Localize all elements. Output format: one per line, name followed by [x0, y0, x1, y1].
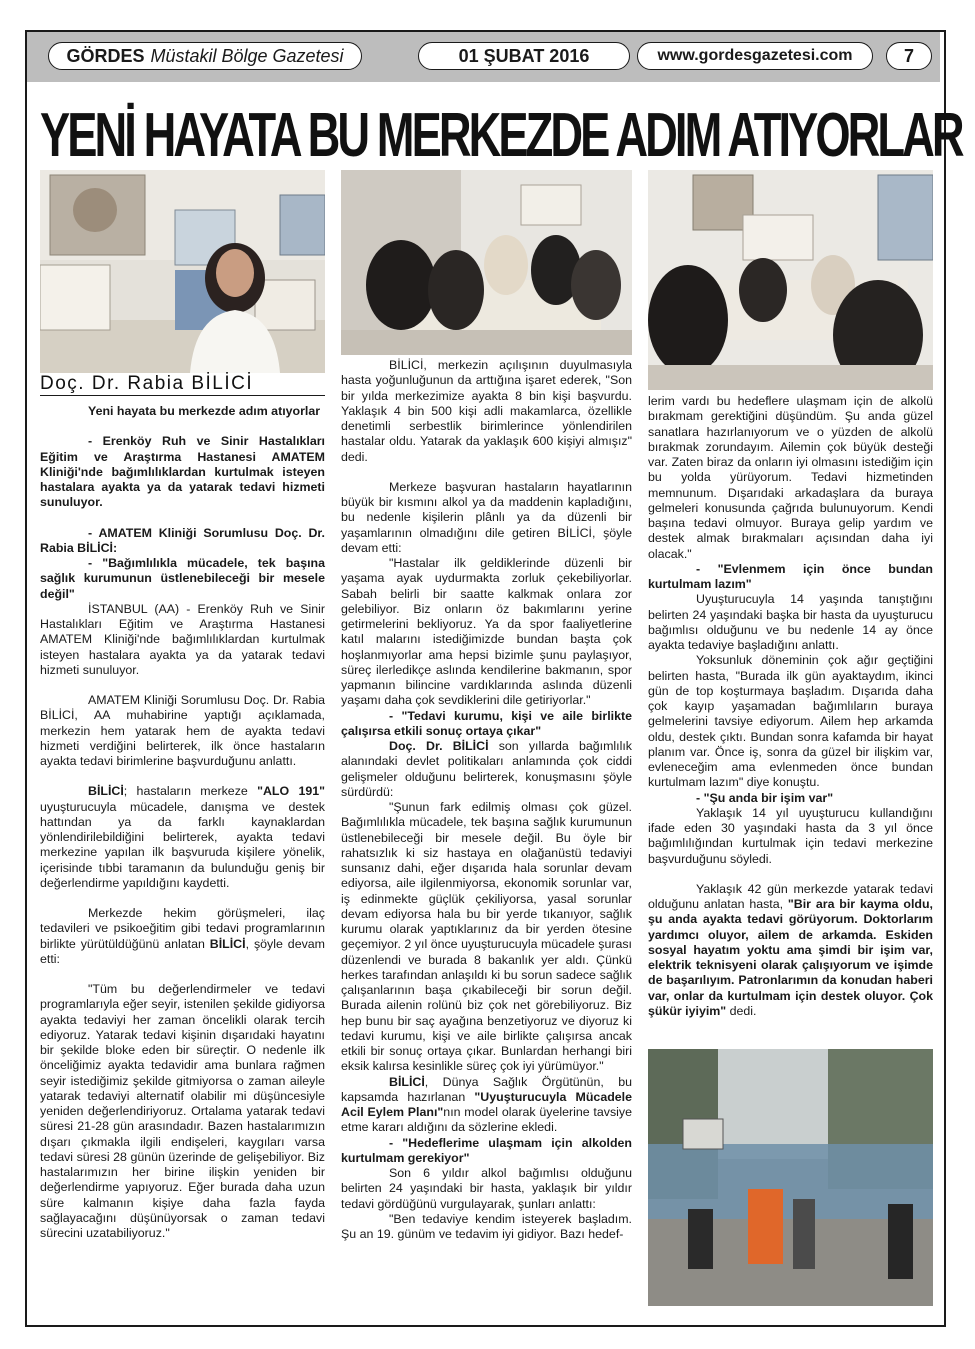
- col2-subhead: - "Hedeflerime ulaşmam için alkolden kurtulmam gerekiyor": [341, 1135, 632, 1165]
- col1-spot-1: - Erenköy Ruh ve Sinir Hastalıkları Eğitim ve Araştırma Hastanesi AMATEM Kliniği'nde bağımlılıklardan kurtulmak isteyen hastalara ayakta ya da yatarak tedavi hizmeti sunuluyor.: [40, 434, 325, 510]
- col3-paragraph: Yaklaşık 14 yıl uyuşturucu kullandığını ifade eden 30 yaşındaki hasta da 3 yıl önce bağımlılığından kurtulmak için tedavi merkezine başvurduğunu söyledi.: [648, 805, 933, 866]
- photo-basketball-court: [648, 1049, 933, 1306]
- col3-quote: lerim vardı bu hedeflere ulaşmam için de alkolü bırakmam gerektiğini düşündüm. Şu anda güzel sanatlara hazırlanıyorum ve o yüzden de alkolü bırakmak zorundayım. Ailemin çok büyük desteği var. Zaten biraz da onların iyi olmasını istediğim için bu yolda yürüyorum. Tedavi hizmetinden memnunum. Dışarıdaki arkadaşlara da buraya gelmeleri konusunda çağrıda bulunuyorum. Kendi başına tedavi olmuyor. Buraya gelip yardım ve destek almak bırakmaları açısından daha iyi olacak.": [648, 394, 933, 561]
- col2-quote: "Hastalar ilk geldiklerinde düzenli bir yaşama ayak uydurmakta zorluk çekebiliyorlar. Sabah belirli bir saatte kalkmak onlara zor gelebiliyor. Biz onların öz bakımlarını yerine getirmelerini bekliyoruz. Ya da spor faaliyetlerine katıl malarını istediğimizde bundan başta çok hoşlanmıyorlar ama hepsi bizimle şunu paylaşıyor, süreç ilerledikçe aslında kendilerine bakmanın, spor yapmanın bilincine vardıklarında aslında düzenli yaşamı daha çok sevdiklerini dile getiriyorlar.": [341, 556, 632, 708]
- masthead-website[interactable]: www.gordesgazetesi.com: [637, 42, 873, 70]
- col1-spot-2: - AMATEM Kliniği Sorumlusu Doç. Dr. Rabia BİLİCİ:: [40, 525, 325, 555]
- photo-caption: Doç. Dr. Rabia BİLİCİ: [40, 373, 254, 394]
- col2-quote: "Ben tedaviye kendim isteyerek başladım. Şu an 19. günüm ve tedavim iyi gidiyor. Bazı hedef-: [341, 1211, 632, 1241]
- portrait-illustration: [40, 170, 325, 373]
- col2-paragraph: BİLİCİ, Dünya Sağlık Örgütünün, bu kapsamda hazırlanan "Uyuşturucuyla Mücadele Acil Eylem Planı"nın model olarak üyelerine tavsiye etme kararı aldığını da sözlerine ekledi.: [341, 1074, 632, 1135]
- col3-paragraph: Uyuşturucuyla 14 yaşında tanıştığını belirten 24 yaşındaki başka bir hasta da uyuşturucu bağımlısı olduğunu ve bu nedenle 14 ay önce ayakta tedaviye başladığını anlattı.: [648, 592, 933, 652]
- col3-paragraph: Yaklaşık 42 gün merkezde yatarak tedavi olduğunu anlatan hasta, "Bir ara bir kayma oldu, şu anda ayakta tedavi görüyorum. Doktorlarım yardımcı oluyor, ailem de arkamda. Eskiden sosyal hayatım yoktu ama şimdi bir işim var, elektrik teknisyeni olarak çalışıyorum ve işimde de başarılıyım. Patronlarımın da konudan haberi var, onlar da kurtulmam için destek oluyor. Çok şükür iyiyim" dedi.: [648, 881, 933, 1018]
- article-column-2: [341, 358, 632, 1242]
- col2-paragraph: Merkeze başvuran hastaların hayatlarının büyük bir kısmını alkol ya da maddenin kapladığını, bu nedenle kişilerin plânlı ya da düzenli bir yaşamlarının olmadığını dile getiren BİLİCİ, şöyle devam etti:: [341, 479, 632, 555]
- court-illustration: [648, 1049, 933, 1306]
- masthead-paper-name: GÖRDES Müstakil Bölge Gazetesi: [48, 42, 362, 70]
- col2-quote: "Şunun fark edilmiş olması çok güzel. Bağımlılıkla mücadele, tek başına sağlık kurumunun üstlenebileceği bir mesele değil. Bu öyle bir rahatsızlık ki siz hastaya en olağanüstü tedaviyi sunsanız dahi, eğer dışarıda hala sorunlar devam ediyorsa, aile ilgilenmiyorsa, ekonomik sorunlar var, iş edinmekte güçlük çekiliyorsa, yasal sorunlar devam ediyorsa hala bu bir yerde tıkanıyor, sağlık kurumu olarak yaptıklarınız da bir yerden ötesine geçemiyor. 2 yıl önce uyuşturucuyla mücadele şurası düzenlendi ve burada 8 bakanlık yer aldı. Çünkü herkes tarafından anlaşıldı ki bu sorun sadece sağlık çalışanlarının başa çıkabileceği bir sorun değil. Burada ailenin rolünü biz çok net görebiliyoruz. Biz hep bunu bir saç ayağına benzetiyoruz ve diyoruz ki tedavi kurumu, kişi ve aile birlikte çalışırsa ancak etkili bir sonuç ortaya çıkar. Bunlardan herhangi biri eksik kalırsa kesinlikle süreç çok iyi yürümüyor.": [341, 800, 632, 1074]
- group-illustration-1: [341, 170, 632, 355]
- col1-paragraph: BİLİCİ; hastaların merkeze "ALO 191" uyuşturucuyla mücadele, danışma ve destek hattından ya da farklı kaynaklardan yönlendirilebildiğini belirterek, ayakta tedavi merkezine yapılan ilk başvuruda kişilere yönelik, içerisinde tıbbi taramanın da bulunduğu geniş bir değerlendirme yapıldığını kaydetti.: [40, 784, 325, 890]
- col1-intro: Yeni hayata bu merkezde adım atıyorlar: [88, 404, 321, 418]
- article-column-3: [648, 394, 933, 1019]
- group-illustration-2: [648, 170, 933, 390]
- masthead-date: 01 ŞUBAT 2016: [418, 42, 630, 70]
- col1-paragraph: AMATEM Kliniği Sorumlusu Doç. Dr. Rabia BİLİCİ, AA muhabirine yaptığı açıklamada, merkezin hem yatarak hem de ayakta tedavi hizmeti verdiğini belirterek, ilk önce hastaların ayakta tedavi birimlerine başvurduğunu anlattı.: [40, 693, 325, 768]
- col1-paragraph: İSTANBUL (AA) - Erenköy Ruh ve Sinir Hastalıkları Eğitim ve Araştırma Hastanesi AMATEM Kliniği'nde bağımlılıklardan kurtulmak isteyen hastalara ayakta ya da yatarak tedavi hizmeti sunuluyor.: [40, 601, 325, 677]
- masthead-page-number: 7: [886, 42, 932, 70]
- col1-spot-3: - "Bağımlılıkla mücadele, tek başına sağlık kurumunun üstlenebileceği bir mesele değil": [40, 556, 325, 601]
- col2-paragraph: BİLİCİ, merkezin açılışının duyulmasıyla hasta yoğunluğunun da arttığına işaret ederek, "Son bir yılda merkezimize ayakta 8 bin kişi başvurdu. Yaklaşık 4 bin 500 kişi adli makamlarca, özellikle denetimli serbestlik birimlerince yönlendirilen hastalar oldu. Yatarak da yaklaşık 600 kişiyi almışız" dedi.: [341, 358, 632, 464]
- col3-paragraph: Yoksunluk döneminin çok ağır geçtiğini belirten hasta, "Burada ilk gün ayaktaydım, ikinci gün de top koşturmaya başladım. Dışarıda daha çok kayıp yaşamadan bağımlıların buraya gelmelerini tavsiye ediyorum. Ailem hep arkamda oldu, destek çıktı. Bundan sonra kafamda bir hayat planım var. Önce iş, sonra da güzel bir ilişkim var, evleneceğim ama evlenmeden önce bundan kurtulmam lazım" diye konuştu.: [648, 653, 933, 790]
- col1-paragraph: Merkezde hekim görüşmeleri, ilaç tedavileri ve psikoeğitim gibi tedavi programlarının birlikte yürütüldüğünü anlatan BİLİCİ, şöyle devam etti:: [40, 906, 325, 966]
- caption-underline: [40, 395, 325, 396]
- col3-subhead: - "Evlenmem için önce bundan kurtulmam lazım": [648, 561, 933, 591]
- col2-paragraph: Doç. Dr. BİLİCİ son yıllarda bağımlılık alanındaki devlet politikaları anlamında çok ciddi gelişmeler olduğunu belirterek, konuşmasını şöyle sürdürdü:: [341, 739, 632, 799]
- photo-doctor-portrait: [40, 170, 325, 373]
- col3-subhead: - "Şu anda bir işim var": [696, 790, 834, 805]
- col2-paragraph: Son 6 yıldır alkol bağımlısı olduğunu belirten 24 yaşındaki bir hasta, yaklaşık bir yıldır tedavi gördüğünü vurgulayarak, şunları anlattı:: [341, 1166, 632, 1211]
- photo-group-table-1: [341, 170, 632, 355]
- col2-subhead: - "Tedavi kurumu, kişi ve aile birlikte çalışırsa etkili sonuç ortaya çıkar": [341, 708, 632, 738]
- col1-quote: "Tüm bu değerlendirmeler ve tedavi programlarıyla eğer seyir, istenilen şekilde gidiyorsa ayakta tedaviyi her zaman öncelikli olarak tercih ediyoruz. Yatarak tedavi kişinin dışarıdaki hayatını bir şekilde bloke eden bir süreçtir. O nedenle ilk önceliğimiz ayakta tedavidir ama bunlara rağmen seyir istediğimiz şekilde gitmiyorsa o zaman aileyle yatarak tedaviyi alternatif olabilir mi düşüncesiyle yeniden değerlendiriyoruz. Ortalama yatarak tedavi süresi 21-28 gün arasındadır. Bazen hastalarımızın dışarı çıkmakla ilgili endişeleri, kaygıları varsa tedavi süresi 28 günün üzerinde de gelişebiliyor. Biz hastalarımızın her birine ilişkin yeniden bir değerlendirme yapıyoruz. Eğer burada daha uzun süre kalmanın kişiye daha fazla fayda sağlayacağını düşünüyorsak o zaman tedavi sürecini uzatabiliyoruz.": [40, 982, 325, 1240]
- photo-group-table-2: [648, 170, 933, 390]
- headline: YENİ HAYATA BU MERKEZDE ADIM ATIYORLAR: [40, 101, 962, 170]
- article-column-1: [40, 404, 325, 1241]
